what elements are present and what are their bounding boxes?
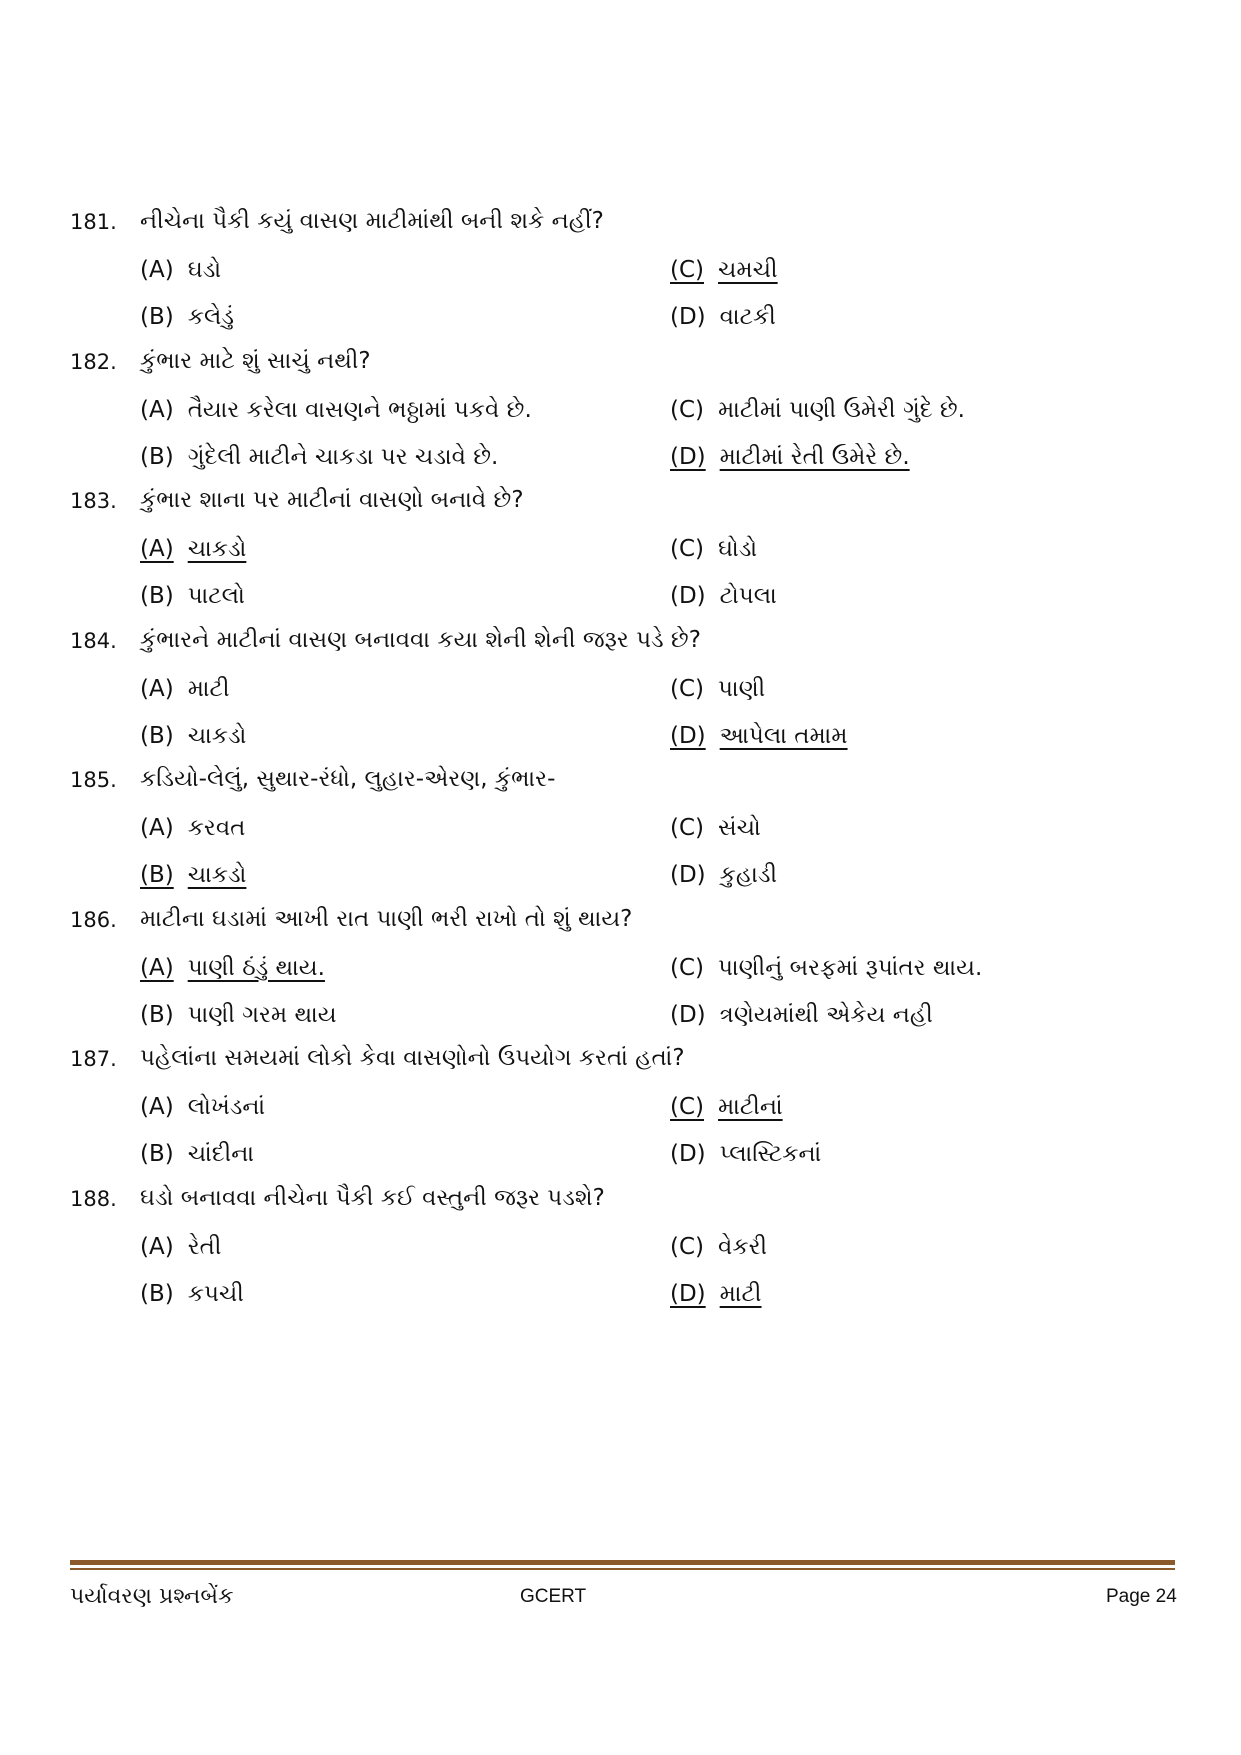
option-text: ચાકડો [187, 862, 247, 888]
option-letter: (D) [670, 862, 706, 888]
option-row [70, 995, 1170, 1042]
option-c-correct [670, 257, 778, 283]
option-d-correct [670, 723, 848, 749]
option-letter: (D) [670, 1141, 706, 1167]
question-row [70, 1037, 1170, 1087]
option-text: ચાકડો [187, 722, 247, 749]
option-letter: (C) [670, 954, 705, 981]
option-letter: (C) [670, 536, 705, 562]
option-row [70, 1087, 1170, 1134]
question-text: ઘડો બનાવવા નીચેના પૈકી કઈ વસ્તુની જરૂર પડશે? [140, 1184, 605, 1211]
option-text: સંચો [718, 815, 761, 841]
option-b [140, 723, 246, 749]
option-text: તૈયાર કરેલા વાસણને ભઠ્ઠામાં પકવે છે. [187, 396, 532, 423]
question-text: માટીના ઘડામાં આખી રાત પાણી ભરી રાખો તો શું થાય? [140, 905, 633, 932]
option-d-correct [670, 1281, 762, 1307]
footer-publisher: GCERT [520, 1586, 587, 1607]
option-text: પાણીનું બરફમાં રૂપાંતર થાય. [718, 954, 983, 981]
option-letter: (A) [140, 257, 174, 283]
option-letter: (A) [140, 536, 174, 562]
option-letter: (A) [140, 1233, 174, 1260]
option-letter: (D) [670, 583, 706, 609]
option-text: કલેડું [187, 304, 234, 330]
option-letter: (A) [140, 954, 174, 981]
option-letter: (B) [140, 722, 174, 749]
option-text: પાણી ગરમ થાય [187, 1001, 337, 1028]
option-letter: (A) [140, 815, 174, 841]
option-text: પાણી [718, 675, 766, 702]
question-block [70, 1177, 1170, 1321]
option-letter: (D) [670, 1001, 706, 1028]
footer-rule [70, 1560, 1175, 1565]
option-c [670, 955, 982, 981]
question-number: 186. [70, 907, 117, 932]
option-d [670, 304, 776, 330]
option-a-correct [140, 955, 325, 981]
question-row [70, 340, 1170, 390]
option-letter: (C) [670, 257, 705, 283]
option-text: પ્લાસ્ટિકનાં [719, 1141, 822, 1167]
footer-page-number: Page 24 [1106, 1586, 1177, 1607]
option-text: ગુંદેલી માટીને ચાકડા પર ચડાવે છે. [187, 443, 499, 470]
option-d [670, 583, 777, 609]
option-a [140, 1094, 265, 1120]
option-d-correct [670, 444, 910, 470]
option-row [70, 669, 1170, 716]
option-text: માટી [719, 1280, 762, 1307]
question-block [70, 1037, 1170, 1181]
option-b [140, 1281, 244, 1307]
option-text: વાટકી [719, 304, 776, 330]
option-a [140, 397, 532, 423]
option-text: લોખંડનાં [187, 1094, 266, 1120]
question-number: 181. [70, 210, 117, 234]
option-text: માટીમાં રેતી ઉમેરે છે. [719, 443, 910, 470]
option-row [70, 437, 1170, 484]
option-letter: (B) [140, 1141, 174, 1167]
option-letter: (D) [670, 443, 706, 470]
option-text: માટીમાં પાણી ઉમેરી ગુંદે છે. [718, 396, 965, 423]
option-c-correct [670, 1094, 783, 1120]
question-row [70, 619, 1170, 669]
option-row [70, 529, 1170, 576]
option-letter: (D) [670, 1280, 706, 1307]
option-row [70, 250, 1170, 297]
option-text: ટોપલા [719, 583, 777, 609]
option-b [140, 304, 234, 330]
option-text: પાટલો [187, 583, 245, 609]
option-row [70, 808, 1170, 855]
question-block [70, 898, 1170, 1042]
option-letter: (C) [670, 1233, 705, 1260]
option-row [70, 948, 1170, 995]
option-text: રેતી [187, 1233, 222, 1260]
option-c [670, 676, 765, 702]
question-number: 182. [70, 349, 117, 374]
question-number: 184. [70, 628, 117, 653]
question-text: નીચેના પૈકી કયું વાસણ માટીમાંથી બની શકે નહીં? [140, 208, 604, 234]
option-text: ઘોડો [718, 536, 758, 562]
option-d [670, 1002, 933, 1028]
option-b [140, 583, 245, 609]
question-row [70, 1177, 1170, 1227]
option-a-correct [140, 536, 246, 562]
question-text: કડિયો-લેલું, સુથાર-રંધો, લુહાર-એરણ, કુંભાર- [140, 766, 556, 792]
option-row [70, 1274, 1170, 1321]
question-text: પહેલાંના સમયમાં લોકો કેવા વાસણોનો ઉપયોગ કરતાં હતાં? [140, 1045, 685, 1071]
option-c [670, 397, 965, 423]
question-block [70, 479, 1170, 623]
option-letter: (C) [670, 396, 705, 423]
question-row [70, 200, 1170, 250]
option-text: ચાકડો [187, 536, 247, 562]
option-letter: (C) [670, 675, 705, 702]
option-text: પાણી ઠંડું થાય. [187, 954, 325, 981]
option-text: ચાંદીના [187, 1141, 254, 1167]
option-text: માટીનાં [718, 1094, 783, 1120]
question-block [70, 619, 1170, 763]
option-text: ચમચી [718, 257, 778, 283]
option-b [140, 1141, 254, 1167]
option-letter: (A) [140, 1094, 174, 1120]
option-row [70, 576, 1170, 623]
option-letter: (A) [140, 396, 174, 423]
question-number: 187. [70, 1047, 117, 1071]
option-c [670, 1234, 767, 1260]
question-row [70, 898, 1170, 948]
option-row [70, 390, 1170, 437]
option-d [670, 862, 777, 888]
option-row [70, 855, 1170, 902]
question-row [70, 758, 1170, 808]
option-letter: (D) [670, 722, 706, 749]
question-row [70, 479, 1170, 529]
option-text: માટી [187, 675, 230, 702]
option-text: ઘડો [187, 257, 222, 283]
option-text: વેકરી [718, 1233, 768, 1260]
question-text: કુંભાર શાના પર માટીનાં વાસણો બનાવે છે? [140, 487, 524, 513]
option-a [140, 815, 245, 841]
option-letter: (B) [140, 1280, 174, 1307]
option-a [140, 257, 221, 283]
question-text: કુંભાર માટે શું સાચું નથી? [140, 347, 371, 374]
question-number: 183. [70, 489, 117, 513]
option-letter: (D) [670, 304, 706, 330]
option-c [670, 815, 761, 841]
footer-rule-thin [70, 1568, 1175, 1570]
footer-book-title: પર્યાવરણ પ્રશ્નબેંક [70, 1584, 234, 1609]
option-text: કુહાડી [719, 862, 778, 888]
question-block [70, 340, 1170, 484]
option-letter: (A) [140, 675, 174, 702]
question-block [70, 200, 1170, 344]
option-letter: (B) [140, 862, 174, 888]
option-b-correct [140, 862, 246, 888]
option-row [70, 1134, 1170, 1181]
option-letter: (B) [140, 583, 174, 609]
question-number: 185. [70, 768, 117, 792]
option-text: આપેલા તમામ [719, 722, 848, 749]
option-letter: (B) [140, 1001, 174, 1028]
option-text: ત્રણેયમાંથી એકેય નહી [719, 1001, 933, 1028]
option-a [140, 1234, 221, 1260]
option-row [70, 297, 1170, 344]
option-b [140, 444, 498, 470]
option-letter: (B) [140, 304, 174, 330]
question-text: કુંભારને માટીનાં વાસણ બનાવવા કયા શેની શેની જરૂર પડે છે? [140, 626, 701, 653]
option-row [70, 1227, 1170, 1274]
option-c [670, 536, 757, 562]
option-letter: (C) [670, 815, 705, 841]
option-text: કપચી [187, 1280, 244, 1307]
question-block [70, 758, 1170, 902]
option-b [140, 1002, 337, 1028]
option-letter: (B) [140, 443, 174, 470]
option-a [140, 676, 230, 702]
option-letter: (C) [670, 1094, 705, 1120]
option-text: કરવત [187, 815, 246, 841]
option-row [70, 716, 1170, 763]
question-number: 188. [70, 1186, 117, 1211]
option-d [670, 1141, 821, 1167]
